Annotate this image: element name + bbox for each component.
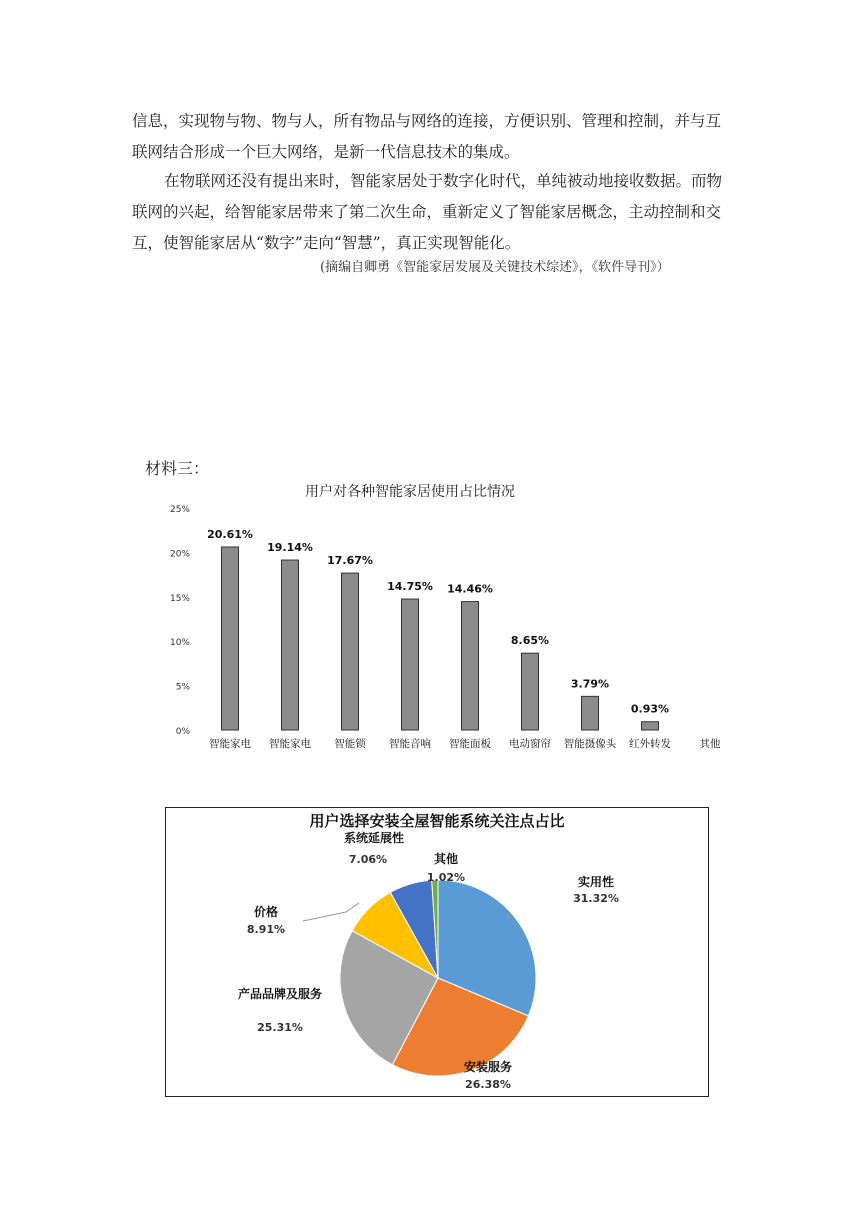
bar xyxy=(282,560,299,730)
data-label: 17.67% xyxy=(327,554,373,568)
data-label: 20.61% xyxy=(207,527,253,541)
bar xyxy=(402,599,419,730)
slice-value: 26.38% xyxy=(465,1078,511,1091)
slice-label: 价格 xyxy=(253,905,279,919)
citation: (摘编自卿勇《智能家居发展及关键技术综述》，《软件导刊》） xyxy=(320,260,670,275)
slice-value: 1.02% xyxy=(426,871,466,884)
x-tick-label: 智能面板 xyxy=(449,738,491,750)
slice-value: 7.06% xyxy=(348,853,388,866)
slice-label: 其他 xyxy=(433,852,459,866)
bar-chart-svg xyxy=(150,474,770,774)
data-label: 14.75% xyxy=(387,580,433,594)
x-tick-label: 其他 xyxy=(699,738,721,750)
paragraph-1: 信息，实现物与物、物与人，所有物品与网络的连接，方便识别、管理和控制，并与互联网结合形成一个巨大网络，是新一代信息技术的集成。 xyxy=(132,112,722,161)
chart-title: 用户选择安装全屋智能系统关注点占比 xyxy=(309,812,565,830)
slice-value: 8.91% xyxy=(246,923,286,936)
y-tick-label: 20% xyxy=(169,549,190,560)
bar xyxy=(522,653,539,730)
x-tick-label: 智能音响 xyxy=(389,738,431,750)
bar xyxy=(582,696,599,730)
slice-label: 产品品牌及服务 xyxy=(237,987,323,1001)
x-tick-label: 智能摄像头 xyxy=(563,738,617,750)
chart-title: 用户对各种智能家居使用占比情况 xyxy=(305,484,515,500)
x-tick-label: 红外转发 xyxy=(629,738,671,750)
bar xyxy=(342,573,359,730)
bar-chart xyxy=(150,474,770,774)
x-tick-label: 智能锁 xyxy=(334,738,366,750)
pie-chart-svg xyxy=(166,808,708,1096)
paragraph-2: 在物联网还没有提出来时，智能家居处于数字化时代，单纯被动地接收数据。而物联网的兴起，给智能家居带来了第二次生命，重新定义了智能家居概念，主动控制和交互，使智能家居从“数字”走向“智慧”，真正实现智能化。 xyxy=(132,172,723,252)
y-tick-label: 15% xyxy=(169,593,190,604)
x-tick-label: 智能家电 xyxy=(209,738,251,750)
slice-label: 实用性 xyxy=(577,875,615,889)
bar xyxy=(462,602,479,730)
y-tick-label: 0% xyxy=(175,727,190,737)
slice-label: 安装服务 xyxy=(463,1060,513,1074)
bar xyxy=(222,547,239,730)
material-label: 材料三： xyxy=(145,459,210,478)
x-tick-label: 智能家电 xyxy=(269,738,311,750)
slice-label: 系统延展性 xyxy=(343,831,405,845)
y-tick-label: 5% xyxy=(175,682,190,693)
data-label: 8.65% xyxy=(510,634,550,648)
x-tick-label: 电动窗帘 xyxy=(509,738,551,750)
slice-value: 31.32% xyxy=(573,892,619,905)
bar xyxy=(642,722,659,730)
y-tick-label: 10% xyxy=(169,638,190,649)
y-tick-label: 25% xyxy=(169,505,190,515)
slice-value: 25.31% xyxy=(257,1021,303,1034)
leader-line xyxy=(303,903,359,921)
data-label: 3.79% xyxy=(570,677,610,691)
data-label: 14.46% xyxy=(447,582,493,596)
data-label: 0.93% xyxy=(630,702,670,716)
data-label: 19.14% xyxy=(267,541,313,555)
pie-chart xyxy=(165,807,709,1097)
